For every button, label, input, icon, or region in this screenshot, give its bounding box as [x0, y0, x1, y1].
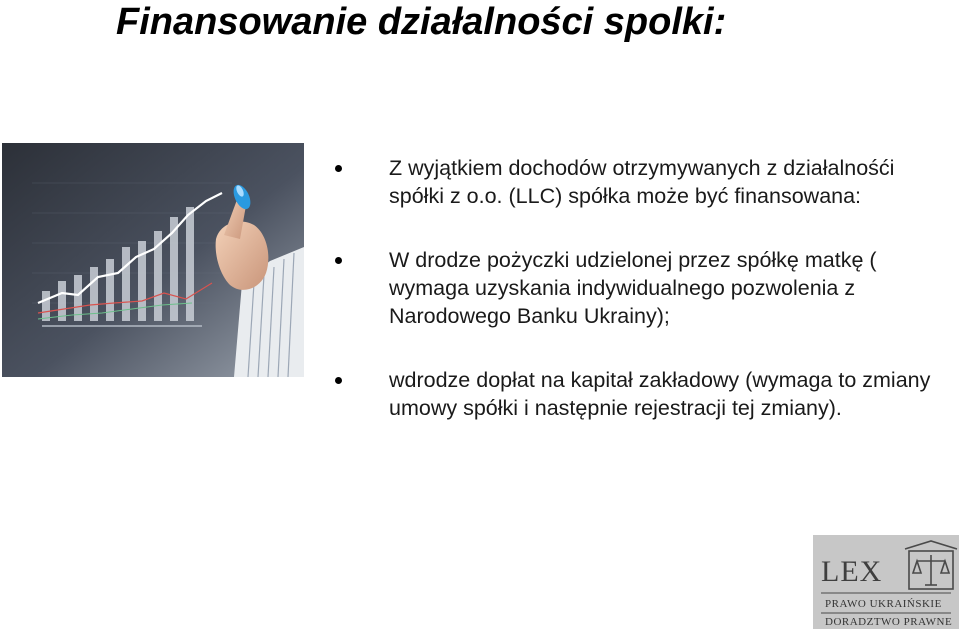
- business-chart-photo: [2, 143, 304, 377]
- lex-logo: [813, 535, 959, 629]
- bullet-text: W drodze pożyczki udzielonej przez spółkę matkę ( wymaga uzyskania indywidualnego pozwolenia z Narodowego Banku Ukrainy);: [389, 248, 877, 328]
- chart-hand-illustration: [2, 143, 304, 377]
- bullet-list: [333, 154, 953, 422]
- logo-line-2: DORADZTWO PRAWNE: [825, 616, 953, 628]
- bullet-dot: [335, 377, 342, 384]
- list-item: [333, 246, 953, 330]
- logo-brand: LEX: [821, 555, 883, 588]
- bullet-dot: [335, 165, 342, 172]
- bullet-dot: [335, 257, 342, 264]
- list-item: [333, 154, 953, 210]
- bullet-text: wdrodze dopłat na kapitał zakładowy (wymaga to zmiany umowy spółki i następnie rejestracji tej zmiany).: [389, 368, 931, 420]
- logo-line-1: PRAWO UKRAIŃSKIE: [825, 598, 942, 610]
- list-item: [333, 366, 953, 422]
- logo-graphic: [813, 535, 959, 629]
- page-title: Finansowanie działalności spolki:: [116, 1, 727, 43]
- bullet-text: Z wyjątkiem dochodów otrzymywanych z działalnośći spółki z o.o. (LLC) spółka może być finansowana:: [389, 156, 895, 208]
